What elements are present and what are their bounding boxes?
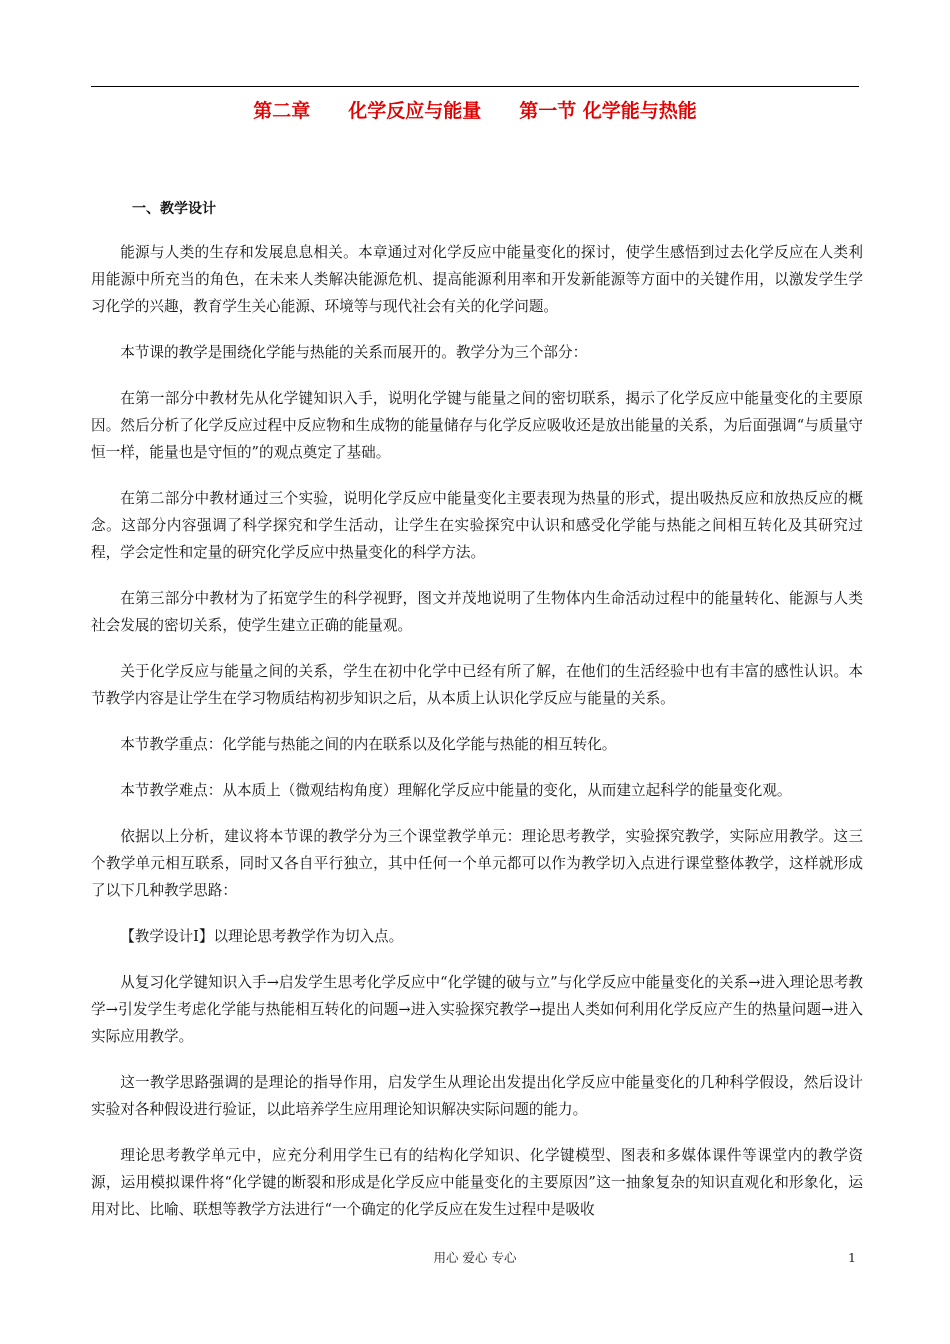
paragraph-prior-knowledge: 关于化学反应与能量之间的关系，学生在初中化学中已经有所了解，在他们的生活经验中也有丰富的感性认识。本节教学内容是让学生在学习物质结构初步知识之后，从本质上认识化学反应与能量的关系。 — [91, 663, 863, 707]
paragraph-part-three: 在第三部分中教材为了拓宽学生的科学视野，图文并茂地说明了生物体内生命活动过程中的能量转化、能源与人类社会发展的密切关系，使学生建立正确的能量观。 — [91, 590, 863, 634]
paragraph-part-one: 在第一部分中教材先从化学键知识入手，说明化学键与能量之间的密切联系，揭示了化学反应中能量变化的主要原因。然后分析了化学反应过程中反应物和生成物的能量储存与化学反应吸收还是放出能量的关系，为后面强调“与质量守恒一样，能量也是守恒的”的观点奠定了基础。 — [91, 390, 863, 461]
paragraph-structure: 本节课的教学是围绕化学能与热能的关系而展开的。教学分为三个部分： — [120, 344, 588, 361]
body-text — [91, 239, 863, 1242]
paragraph-design-flow: 从复习化学键知识入手→启发学生思考化学反应中“化学键的破与立”与化学反应中能量变化的关系→进入理论思考教学→引发学生考虑化学能与热能相互转化的问题→进入实验探究教学→提出人类如何利用化学反应产生的热量问题→进入实际应用教学。 — [91, 974, 863, 1045]
paragraph-difficulty: 本节教学难点：从本质上（微观结构角度）理解化学反应中能量的变化，从而建立起科学的能量变化观。 — [120, 782, 792, 799]
paragraph-theory-unit: 理论思考教学单元中，应充分利用学生已有的结构化学知识、化学键模型、图表和多媒体课件等课堂内的教学资源，运用模拟课件将“化学键的断裂和形成是化学反应中能量变化的主要原因”这一抽象复杂的知识直观化和形象化，运用对比、比喻、联想等教学方法进行“一个确定的化学反应在发生过程中是吸收 — [91, 1147, 863, 1218]
paragraph-design-one: 【教学设计Ⅰ】以理论思考教学作为切入点。 — [120, 928, 404, 945]
section-heading: 一、教学设计 — [132, 201, 216, 217]
header-rule — [91, 86, 859, 87]
paragraph-teaching-units: 依据以上分析，建议将本节课的教学分为三个课堂教学单元：理论思考教学，实验探究教学，实际应用教学。这三个教学单元相互联系，同时又各自平行独立，其中任何一个单元都可以作为教学切入点进行课堂整体教学，这样就形成了以下几种教学思路： — [91, 828, 863, 899]
page-title: 第二章 化学反应与能量 第一节 化学能与热能 — [253, 100, 697, 122]
page-number: 1 — [848, 1250, 856, 1265]
paragraph-design-emphasis: 这一教学思路强调的是理论的指导作用，启发学生从理论出发提出化学反应中能量变化的几种科学假设，然后设计实验对各种假设进行验证，以此培养学生应用理论知识解决实际问题的能力。 — [91, 1074, 863, 1118]
paragraph-part-two: 在第二部分中教材通过三个实验，说明化学反应中能量变化主要表现为热量的形式，提出吸热反应和放热反应的概念。这部分内容强调了科学探究和学生活动，让学生在实验探究中认识和感受化学能与热能之间相互转化及其研究过程，学会定性和定量的研究化学反应中热量变化的科学方法。 — [91, 490, 863, 561]
paragraph-intro: 能源与人类的生存和发展息息相关。本章通过对化学反应中能量变化的探讨，使学生感悟到过去化学反应在人类利用能源中所充当的角色，在未来人类解决能源危机、提高能源利用率和开发新能源等方面中的关键作用，以激发学生学习化学的兴趣，教育学生关心能源、环境等与现代社会有关的化学问题。 — [91, 244, 863, 315]
paragraph-key-point: 本节教学重点：化学能与热能之间的内在联系以及化学能与热能的相互转化。 — [120, 736, 617, 753]
footer-text: 用心 爱心 专心 — [433, 1250, 517, 1265]
